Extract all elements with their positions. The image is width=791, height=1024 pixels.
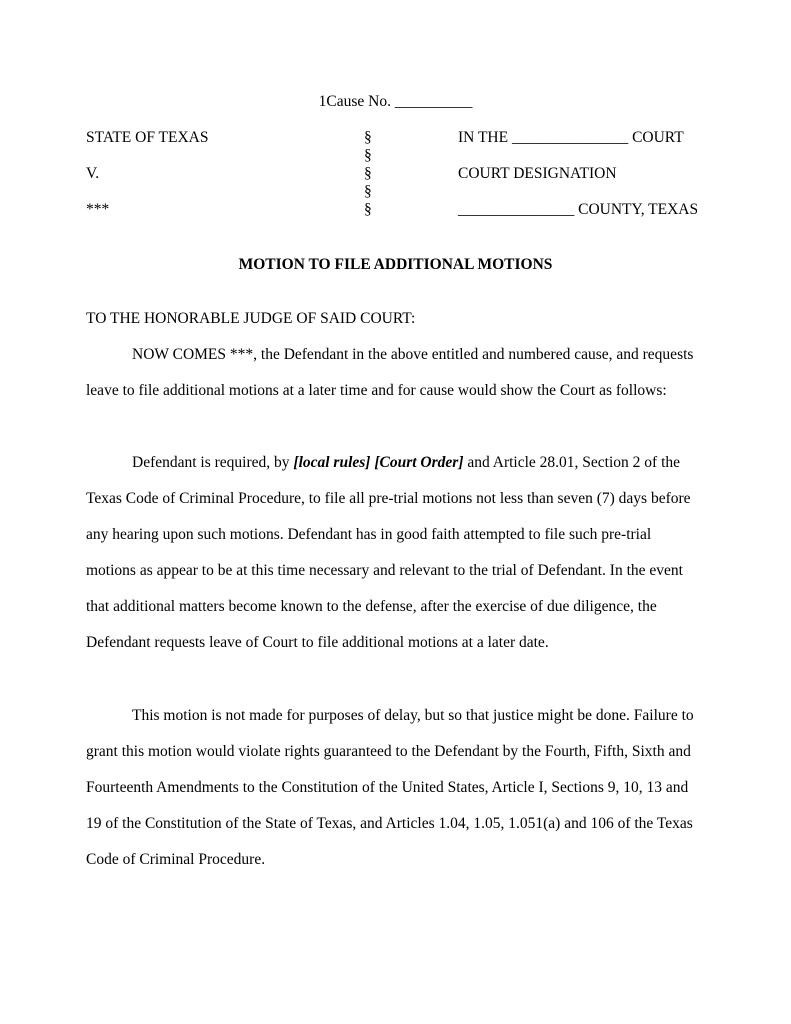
paragraph-line: NOW COMES ***, the Defendant in the above entitled and numbered cause, and requests [132,346,694,363]
paragraph-line: any hearing upon such motions. Defendant has in good faith attempted to file such pre-trial [86,526,652,543]
paragraph-line: Fourteenth Amendments to the Constitution of the United States, Article I, Sections 9, 10, 13 and [86,779,689,796]
section-symbol: § [364,165,372,182]
salutation: TO THE HONORABLE JUDGE OF SAID COURT: [86,310,416,327]
paragraph-line: leave to file additional motions at a later time and for cause would show the Court as follows: [86,382,667,399]
paragraph-line [86,445,710,481]
paragraph-line: Code of Criminal Procedure. [86,851,266,868]
paragraph-line: that additional matters become known to the defense, after the exercise of due diligence, the [86,598,657,615]
caption-versus: V. [86,165,100,182]
paragraph-line: 19 of the Constitution of the State of Texas, and Articles 1.04, 1.05, 1.051(a) and 106 of the Texas [86,815,693,832]
section-symbol: § [364,201,372,218]
section-symbol: § [364,147,372,164]
caption-court: IN THE _______________ COURT [458,129,684,146]
cause-number: 1Cause No. __________ [318,93,473,110]
section-symbol: § [364,129,372,146]
paragraph-line: Texas Code of Criminal Procedure, to file all pre-trial motions not less than seven (7) days before [86,490,691,507]
paragraph-line: grant this motion would violate rights guaranteed to the Defendant by the Fourth, Fifth, Sixth and [86,743,691,760]
section-symbol: § [364,183,372,200]
paragraph-requirement [86,445,710,661]
paragraph-line: motions as appear to be at this time necessary and relevant to the trial of Defendant. In the event [86,562,683,579]
motion-title: MOTION TO FILE ADDITIONAL MOTIONS [238,256,553,273]
paragraph-justification [86,698,710,878]
paragraph-introduction [86,337,710,409]
caption-plaintiff: STATE OF TEXAS [86,129,209,146]
paragraph-text: and Article 28.01, Section 2 of the [463,454,681,471]
case-caption [0,129,791,229]
paragraph-line: This motion is not made for purposes of delay, but so that justice might be done. Failure to [132,707,694,724]
caption-defendant: *** [86,201,110,218]
paragraph-text: Defendant is required, by [132,454,294,471]
caption-county: _______________ COUNTY, TEXAS [458,201,699,218]
caption-court-designation: COURT DESIGNATION [458,165,617,182]
rule-placeholder: [local rules] [Court Order] [293,454,464,471]
paragraph-line: Defendant requests leave of Court to file additional motions at a later date. [86,634,549,651]
